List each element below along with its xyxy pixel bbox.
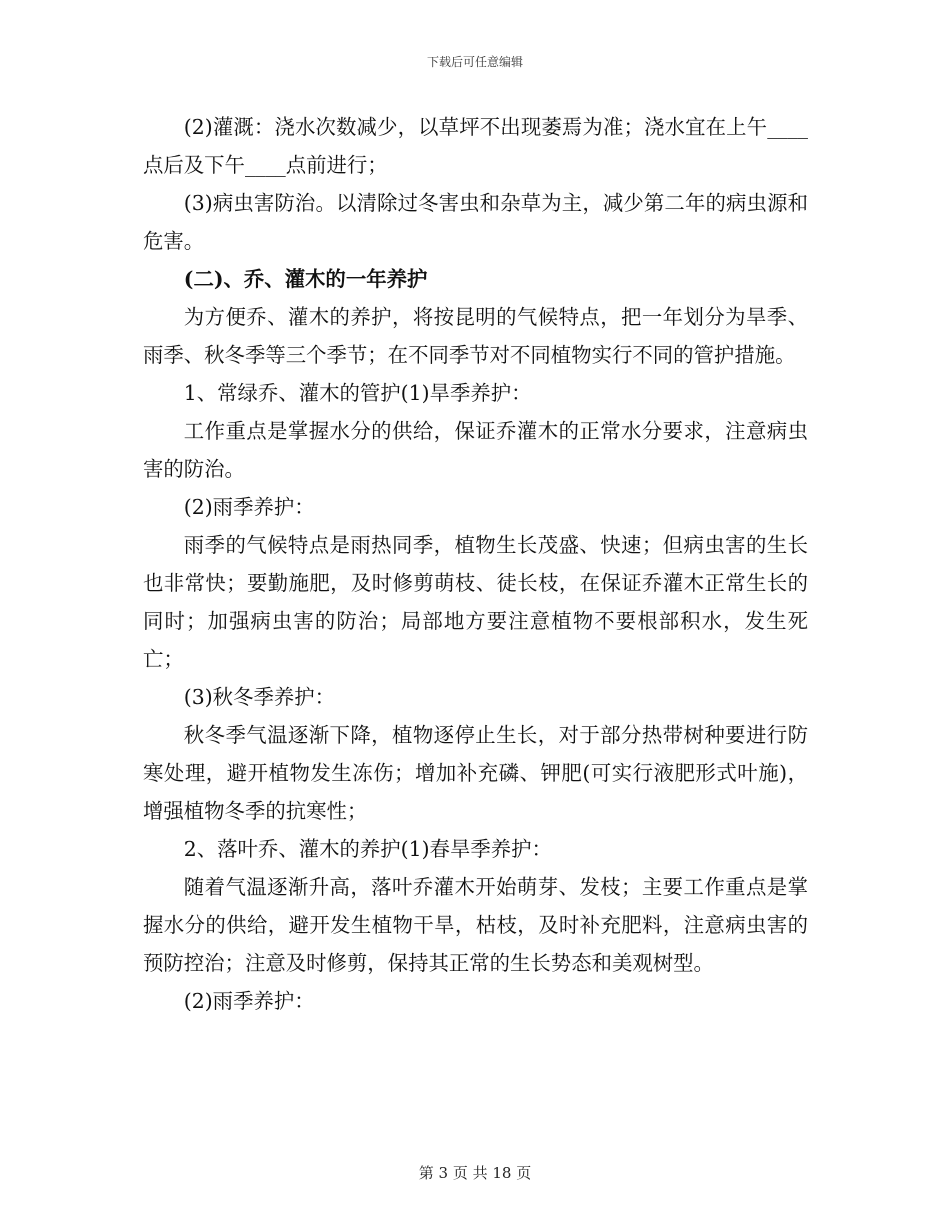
paragraph-seasons-intro: 为方便乔、灌木的养护，将按昆明的气候特点，把一年划分为旱季、雨季、秋冬季等三个季节；在不同季节对不同植物实行不同的管护措施。: [143, 305, 808, 367]
page-number-footer: 第 3 页 共 18 页: [418, 1164, 532, 1182]
subheading-autumn-winter: (3)秋冬季养护：: [183, 685, 336, 709]
document-body: [143, 108, 808, 1020]
paragraph-rainy-season: 雨季的气候特点是雨热同季，植物生长茂盛、快速；但病虫害的生长也非常快；要勤施肥，及时修剪萌枝、徒长枝，在保证乔灌木正常生长的同时；加强病虫害的防治；局部地方要注意植物不要根部积水，发生死亡；: [143, 533, 808, 671]
subheading-evergreen-dry-season: 1、常绿乔、灌木的管护(1)旱季养护：: [183, 381, 532, 405]
paragraph-dry-season-focus: 工作重点是掌握水分的供给，保证乔灌木的正常水分要求，注意病虫害的防治。: [143, 419, 808, 481]
paragraph-spring-dry: 随着气温逐渐升高，落叶乔灌木开始萌芽、发枝；主要工作重点是掌握水分的供给，避开发生植物干旱，枯枝，及时补充肥料，注意病虫害的预防控治；注意及时修剪，保持其正常的生长势态和美观树型。: [143, 875, 808, 975]
paragraph-pest-control: (3)病虫害防治。以清除过冬害虫和杂草为主，减少第二年的病虫源和危害。: [143, 191, 808, 253]
subheading-deciduous-spring-dry: 2、落叶乔、灌木的养护(1)春旱季养护：: [183, 837, 552, 861]
subheading-rainy-season-2: (2)雨季养护：: [183, 989, 315, 1013]
subheading-rainy-season: (2)雨季养护：: [183, 495, 315, 519]
page-header: 下载后可任意编辑: [426, 55, 523, 69]
paragraph-autumn-winter: 秋冬季气温逐渐下降，植物逐停止生长，对于部分热带树种要进行防寒处理，避开植物发生冻伤；增加补充磷、钾肥(可实行液肥形式叶施)，增强植物冬季的抗寒性；: [143, 723, 808, 823]
section-heading-trees-shrubs: (二)、乔、灌木的一年养护: [183, 267, 428, 291]
paragraph-irrigation: (2)灌溉：浇水次数减少，以草坪不出现萎焉为准；浇水宜在上午____点后及下午____点前进行；: [143, 115, 808, 177]
